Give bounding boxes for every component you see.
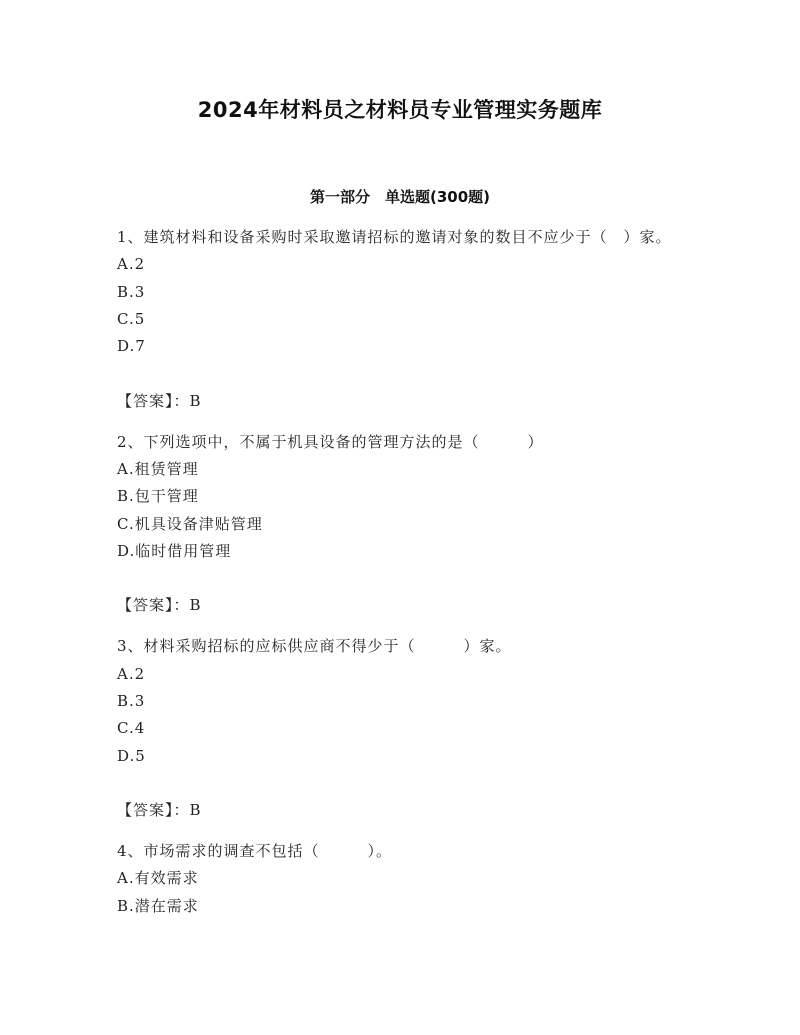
document-title: 2024年材料员之材料员专业管理实务题库 [197, 98, 603, 122]
question-1 [117, 224, 687, 415]
question-text: 1、建筑材料和设备采购时采取邀请招标的邀请对象的数目不应少于（ ）家。 [117, 228, 672, 246]
option-b: B.潜在需求 [117, 896, 199, 915]
option-a: A.租赁管理 [117, 459, 199, 478]
question-list [117, 224, 687, 920]
option-c: C.4 [117, 719, 146, 738]
question-2 [117, 429, 687, 620]
option-d: D.临时借用管理 [117, 541, 232, 560]
answer-line: 【答案】：B [117, 391, 202, 410]
option-b: B.3 [117, 282, 146, 301]
question-text: 3、材料采购招标的应标供应商不得少于（ ）家。 [117, 637, 512, 656]
option-b: B.3 [117, 691, 146, 710]
option-a: A.2 [117, 664, 146, 683]
question-4 [117, 838, 687, 920]
answer-line: 【答案】：B [117, 801, 202, 820]
answer-line: 【答案】：B [117, 596, 202, 615]
option-a: A.2 [117, 255, 146, 274]
section-title: 第一部分 单选题(300题) [309, 188, 491, 206]
question-text: 4、市场需求的调查不包括（ ）。 [117, 842, 393, 861]
option-a: A.有效需求 [117, 869, 199, 888]
option-c: C.机具设备津贴管理 [117, 514, 263, 533]
question-text: 2、下列选项中，不属于机具设备的管理方法的是（ ） [117, 432, 544, 451]
option-b: B.包干管理 [117, 487, 199, 506]
option-c: C.5 [117, 309, 146, 328]
option-d: D.5 [117, 746, 146, 765]
option-d: D.7 [117, 337, 146, 356]
question-3 [117, 633, 687, 824]
